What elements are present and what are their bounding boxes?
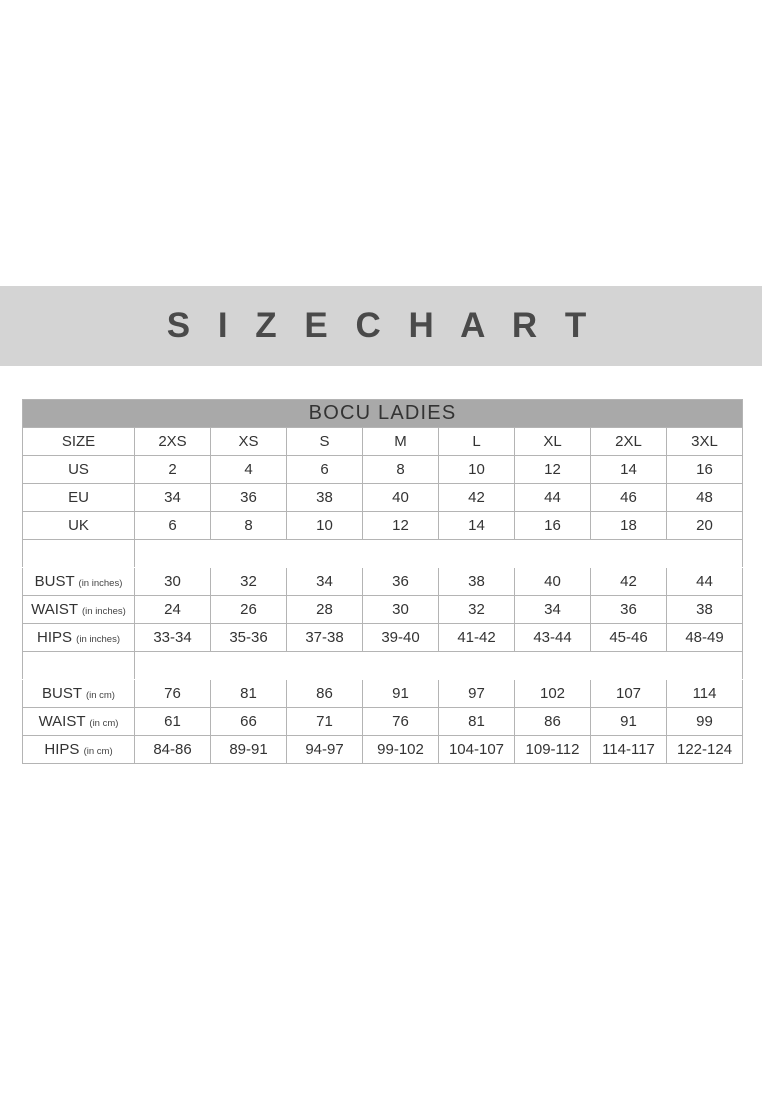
cell: 16 — [667, 456, 743, 484]
cell: 91 — [591, 708, 667, 736]
cell: 97 — [439, 680, 515, 708]
header-cell-l: L — [439, 428, 515, 456]
cell: 6 — [287, 456, 363, 484]
spacer-cell — [591, 540, 667, 568]
cell: 34 — [515, 596, 591, 624]
table-spacer-row — [23, 652, 743, 680]
table-row — [23, 484, 743, 512]
cell: 40 — [515, 568, 591, 596]
table-row — [23, 568, 743, 596]
row-label-waist-cm — [23, 708, 135, 736]
table-row — [23, 708, 743, 736]
row-label-unit: (in cm) — [85, 690, 115, 701]
row-label-unit: (in inches) — [78, 578, 123, 589]
cell: 36 — [591, 596, 667, 624]
cell: 10 — [287, 512, 363, 540]
row-label-text: WAIST — [31, 601, 78, 618]
cell: 33-34 — [135, 624, 211, 652]
row-label-unit: (in inches) — [82, 606, 126, 617]
cell: 48-49 — [667, 624, 743, 652]
row-label-hips-cm — [23, 736, 135, 764]
spacer-cell — [667, 540, 743, 568]
spacer-cell — [439, 540, 515, 568]
cell: 34 — [135, 484, 211, 512]
header-cell-2xs: 2XS — [135, 428, 211, 456]
header-cell-xs: XS — [211, 428, 287, 456]
title-banner — [0, 286, 762, 366]
cell: 18 — [591, 512, 667, 540]
row-label-waist-inches — [23, 596, 135, 624]
cell: 46 — [591, 484, 667, 512]
table-row — [23, 736, 743, 764]
cell: 45-46 — [591, 624, 667, 652]
cell: 102 — [515, 680, 591, 708]
cell: 86 — [287, 680, 363, 708]
cell: 42 — [591, 568, 667, 596]
header-cell-m: M — [363, 428, 439, 456]
cell: 99-102 — [363, 736, 439, 764]
table-row — [23, 680, 743, 708]
cell: 14 — [591, 456, 667, 484]
cell: 30 — [363, 596, 439, 624]
cell: 20 — [667, 512, 743, 540]
brand-header-label: BOCU LADIES — [23, 400, 743, 428]
row-label-bust-inches — [23, 568, 135, 596]
cell: 43-44 — [515, 624, 591, 652]
row-label-text: WAIST — [38, 713, 86, 730]
spacer-cell — [135, 540, 211, 568]
table-row — [23, 596, 743, 624]
cell: 34 — [287, 568, 363, 596]
cell: 44 — [667, 568, 743, 596]
cell: 4 — [211, 456, 287, 484]
spacer-cell — [667, 652, 743, 680]
cell: 24 — [135, 596, 211, 624]
row-label-hips-inches — [23, 624, 135, 652]
spacer-cell — [439, 652, 515, 680]
header-cell-xl: XL — [515, 428, 591, 456]
row-label-eu: EU — [23, 484, 135, 512]
header-cell-2xl: 2XL — [591, 428, 667, 456]
brand-header-row — [23, 400, 743, 428]
cell: 12 — [363, 512, 439, 540]
cell: 48 — [667, 484, 743, 512]
spacer-cell — [211, 540, 287, 568]
cell: 38 — [439, 568, 515, 596]
spacer-cell — [23, 652, 135, 680]
row-label-unit: (in cm) — [89, 718, 119, 729]
header-label-size: SIZE — [23, 428, 135, 456]
cell: 2 — [135, 456, 211, 484]
cell: 32 — [439, 596, 515, 624]
cell: 30 — [135, 568, 211, 596]
table-header-row — [23, 428, 743, 456]
cell: 94-97 — [287, 736, 363, 764]
header-cell-3xl: 3XL — [667, 428, 743, 456]
row-label-bust-cm — [23, 680, 135, 708]
cell: 76 — [363, 708, 439, 736]
row-label-text: HIPS — [44, 741, 80, 758]
cell: 8 — [211, 512, 287, 540]
spacer-cell — [363, 540, 439, 568]
cell: 26 — [211, 596, 287, 624]
cell: 16 — [515, 512, 591, 540]
size-table — [22, 399, 743, 764]
cell: 86 — [515, 708, 591, 736]
cell: 32 — [211, 568, 287, 596]
cell: 35-36 — [211, 624, 287, 652]
cell: 36 — [363, 568, 439, 596]
cell: 10 — [439, 456, 515, 484]
cell: 14 — [439, 512, 515, 540]
table-row — [23, 624, 743, 652]
spacer-cell — [135, 652, 211, 680]
spacer-cell — [515, 652, 591, 680]
header-cell-s: S — [287, 428, 363, 456]
cell: 44 — [515, 484, 591, 512]
cell: 28 — [287, 596, 363, 624]
row-label-text: HIPS — [36, 629, 72, 646]
cell: 89-91 — [211, 736, 287, 764]
cell: 37-38 — [287, 624, 363, 652]
spacer-cell — [591, 652, 667, 680]
cell: 114-117 — [591, 736, 667, 764]
cell: 36 — [211, 484, 287, 512]
cell: 109-112 — [515, 736, 591, 764]
spacer-cell — [211, 652, 287, 680]
cell: 6 — [135, 512, 211, 540]
row-label-text: BUST — [34, 573, 75, 590]
cell: 12 — [515, 456, 591, 484]
cell: 81 — [439, 708, 515, 736]
cell: 40 — [363, 484, 439, 512]
cell: 42 — [439, 484, 515, 512]
cell: 122-124 — [667, 736, 743, 764]
cell: 8 — [363, 456, 439, 484]
cell: 114 — [667, 680, 743, 708]
row-label-us: US — [23, 456, 135, 484]
spacer-cell — [515, 540, 591, 568]
cell: 61 — [135, 708, 211, 736]
row-label-uk: UK — [23, 512, 135, 540]
spacer-cell — [363, 652, 439, 680]
cell: 81 — [211, 680, 287, 708]
table-row — [23, 512, 743, 540]
cell: 84-86 — [135, 736, 211, 764]
spacer-cell — [287, 652, 363, 680]
row-label-unit: (in inches) — [76, 634, 120, 645]
row-label-unit: (in cm) — [83, 746, 113, 757]
row-label-text: BUST — [42, 685, 82, 702]
cell: 38 — [667, 596, 743, 624]
cell: 41-42 — [439, 624, 515, 652]
cell: 66 — [211, 708, 287, 736]
table-row — [23, 456, 743, 484]
table-spacer-row — [23, 540, 743, 568]
size-table-container — [22, 399, 740, 764]
cell: 39-40 — [363, 624, 439, 652]
cell: 71 — [287, 708, 363, 736]
cell: 76 — [135, 680, 211, 708]
page-title: S I Z E C H A R T — [166, 306, 596, 345]
spacer-cell — [23, 540, 135, 568]
cell: 107 — [591, 680, 667, 708]
cell: 104-107 — [439, 736, 515, 764]
cell: 91 — [363, 680, 439, 708]
cell: 99 — [667, 708, 743, 736]
spacer-cell — [287, 540, 363, 568]
cell: 38 — [287, 484, 363, 512]
